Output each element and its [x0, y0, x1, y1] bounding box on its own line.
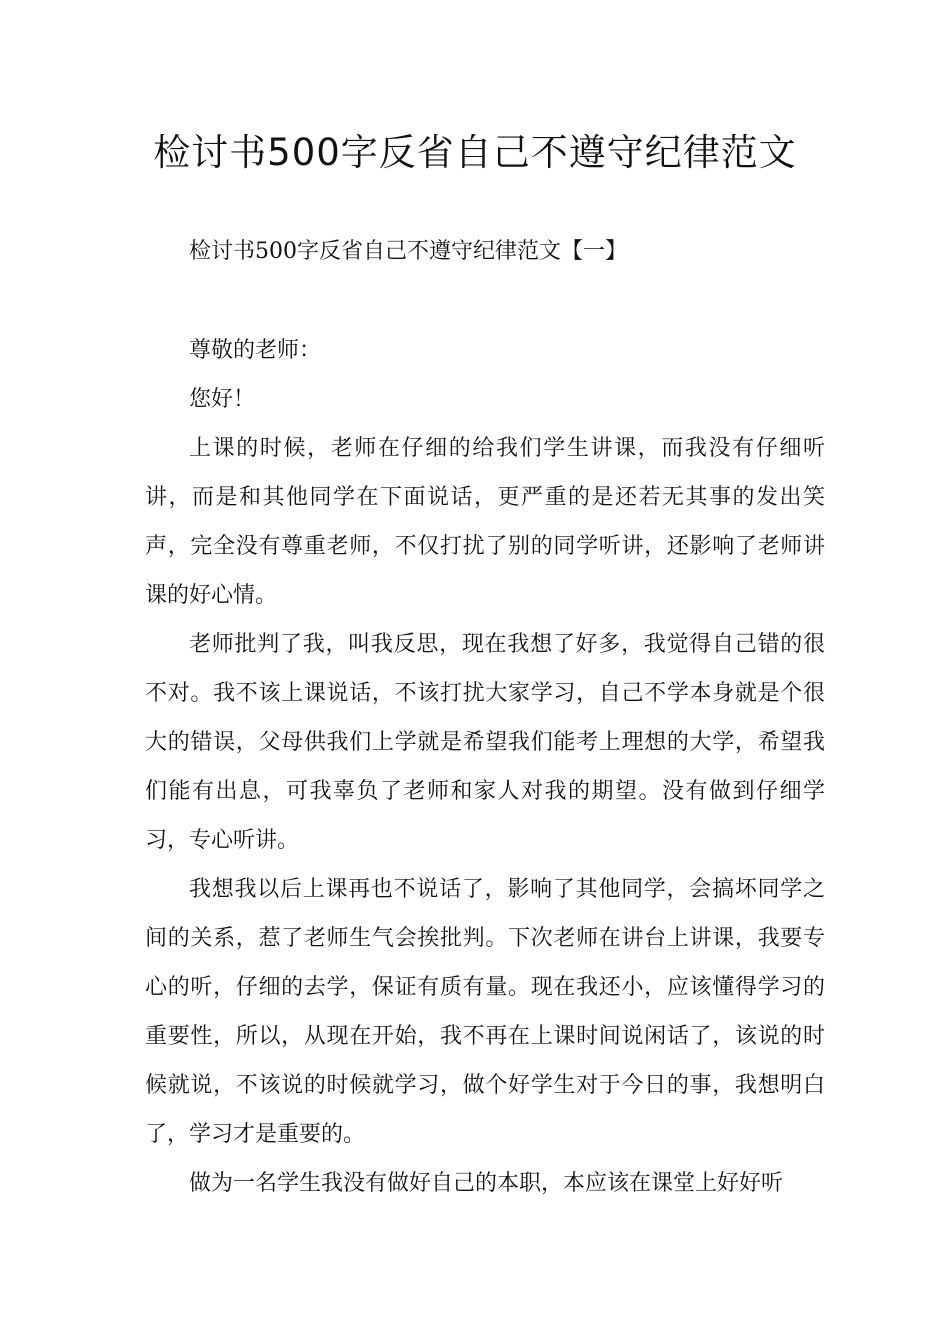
salutation: 尊敬的老师： [189, 338, 322, 363]
section-heading: 检讨书500字反省自己不遵守纪律范文【一】 [189, 239, 627, 264]
paragraph-3: 我想我以后上课再也不说话了，影响了其他同学，会搞坏同学之间的关系，惹了老师生气会挨批判。下次老师在讲台上讲课，我要专心的听，仔细的去学，保证有质有量。现在我还小，应该懂得学习的重要性，所以，从现在开始，我不再在上课时间说闲话了，该说的时候就说，不该说的时候就学习，做个好学生对于今日的事，我想明白了，学习才是重要的。 [145, 877, 825, 1147]
paragraph-2: 老师批判了我，叫我反思，现在我想了好多，我觉得自己错的很不对。我不该上课说话，不该打扰大家学习，自己不学本身就是个很大的错误，父母供我们上学就是希望我们能考上理想的大学，希望我们能有出息，可我辜负了老师和家人对我的期望。没有做到仔细学习，专心听讲。 [145, 632, 825, 853]
paragraph-4: 做为一名学生我没有做好自己的本职，本应该在课堂上好好听 [189, 1171, 784, 1196]
document-title: 检讨书500字反省自己不遵守纪律范文 [153, 131, 797, 174]
greeting: 您好！ [189, 387, 256, 412]
document-body [145, 227, 825, 1208]
paragraph-1: 上课的时候，老师在仔细的给我们学生讲课，而我没有仔细听讲，而是和其他同学在下面说话，更严重的是还若无其事的发出笑声，完全没有尊重老师，不仅打扰了别的同学听讲，还影响了老师讲课的好心情。 [145, 436, 825, 608]
